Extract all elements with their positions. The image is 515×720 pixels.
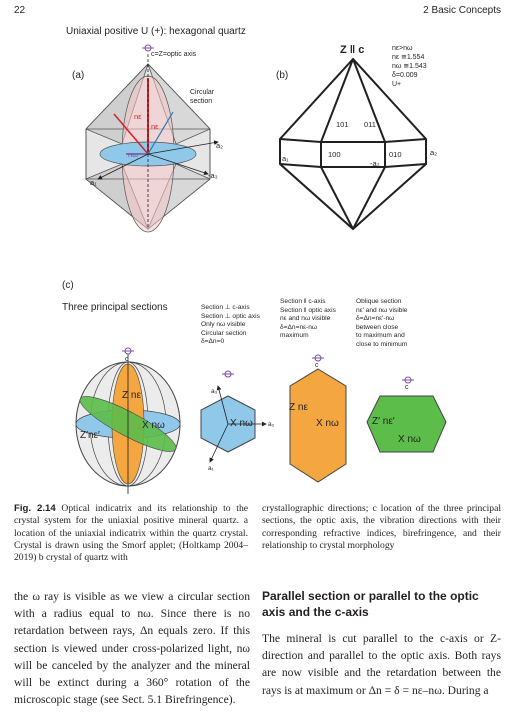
col2-line: Section ‖ optic axis: [280, 306, 336, 314]
panel-a-crystal: [86, 45, 218, 232]
panel-a-ne-label: nε: [134, 112, 142, 121]
panel-c-parallel-z-ne: Z nε: [289, 402, 308, 413]
panel-c-basal-x-no: X nω: [230, 418, 253, 429]
panel-c-zp-ne: Z′nε′: [80, 430, 100, 441]
panel-c-parallel-x-no: X nω: [316, 418, 339, 429]
page-number: 22: [14, 5, 26, 16]
col3-line: between close: [356, 323, 399, 331]
panel-c-heading: Three principal sections: [62, 302, 168, 313]
panel-a-a1: a₁: [90, 178, 97, 187]
panel-a-circular-section: Circular section: [190, 89, 215, 105]
panel-b-a2: a₂: [430, 148, 438, 157]
panel-c-indicatrix: [75, 348, 182, 494]
panel-c-label: (c): [62, 280, 74, 291]
panel-a-label: (a): [72, 70, 85, 81]
panel-b-prop: nε>nω: [392, 45, 413, 52]
panel-b-prop: δ=0.009: [392, 72, 418, 79]
col1-line: δ=Δn=0: [201, 338, 225, 346]
panel-c-a3: a₃: [211, 388, 218, 395]
panel-c-oblique-zp-ne: Z′ nε′: [372, 416, 395, 427]
panel-b-props: [392, 44, 427, 89]
caption-right: crystallographic directions; c location of the three principal sections, the optic axis, the vibration directions with their corresponding refractive indices, birefringence, and their relationship to crystal morphology: [262, 503, 501, 551]
col3-line: to maximum and: [356, 332, 405, 340]
col2-line: Section ‖ c-axis: [280, 298, 326, 305]
col2-line: δ=Δn=nε-nω: [280, 323, 318, 331]
figure-2-14: [58, 24, 498, 494]
panel-b-a1: a₁: [282, 154, 289, 163]
panel-c-oblique-x-no: X nω: [398, 434, 421, 445]
running-head: [14, 5, 501, 19]
col3-line: close to minimum: [356, 340, 408, 348]
col1-line: Section ⊥ c-axis: [201, 304, 250, 311]
panel-b-prop: U+: [392, 81, 402, 88]
caption-text-left: Optical indicatrix and its relationship to the crystal system for the uniaxial positive mineral quartz. a location of the uniaxial indicatrix within the quartz crystal. Crystal is drawn using the Smorf applet; (Holtkamp 2004–2019) b crystal of quartz with: [14, 503, 248, 564]
panel-c-z-ne: Z nε: [122, 390, 141, 401]
panel-c-col2: [280, 298, 336, 341]
panel-a-a3: -a₃: [208, 171, 218, 180]
figure-drawing: [58, 24, 498, 494]
panel-b-axis: Z ‖ c: [340, 44, 365, 56]
chapter-title: 2 Basic Concepts: [423, 5, 501, 16]
panel-a-no-label: nω: [128, 150, 139, 159]
section-heading: Parallel section or parallel to the optic axis and the c-axis: [262, 589, 479, 619]
col2-line: maximum: [280, 332, 309, 340]
panel-a-optic-axis: c=Z=optic axis: [151, 51, 197, 58]
panel-b-a3: -a₃: [370, 159, 380, 168]
col3-line: Oblique section: [356, 298, 402, 305]
panel-b-face-101: 101: [336, 120, 349, 129]
col3-line: δ=Δn=nε′-nω: [356, 315, 395, 323]
panel-c-c-label-1: c: [125, 356, 129, 363]
col1-line: Only nω visible: [201, 321, 246, 329]
body-right-text: The mineral is cut parallel to the c-axis or Z-direction and parallel to the optic axis. Both rays are now visible and the retardation between the rays is at maximum or Δn = δ = nε–nω. During a: [262, 632, 501, 697]
panel-a-a2: a₂: [216, 141, 224, 150]
panel-b-prop: nε ≅1.554: [392, 54, 425, 61]
panel-b-face-100: 100: [328, 150, 341, 159]
col3-line: nε′ and nω visible: [356, 306, 408, 314]
panel-b-label: (b): [276, 70, 289, 81]
col1-line: Section ⊥ optic axis: [201, 312, 260, 320]
panel-a-ne-label-2: nε: [151, 122, 159, 131]
panel-c-basal-section: [201, 371, 266, 462]
panel-c-c-label-3: c: [405, 384, 409, 391]
caption-left: [14, 503, 248, 564]
caption-label: Fig. 2.14: [14, 503, 56, 514]
panel-c-col3: [356, 298, 407, 350]
panel-c-x-no: X nω: [142, 420, 165, 431]
panel-c-c-label-2: c: [315, 362, 319, 369]
figure-title: Uniaxial positive U (+): hexagonal quartz: [66, 26, 246, 37]
panel-c-a1: a₁: [208, 465, 214, 472]
panel-c-col1: [201, 304, 260, 347]
panel-c-a2: a₂: [268, 421, 275, 428]
body-left-column: the ω ray is visible as we view a circular section with a radius equal to nω. Since there is no retardation between rays, Δn equals zero. If this section is viewed under cross-polarized light, nω will be canceled by the analyzer and the mineral will be extinct during a 360° rotation of the microscopic stage (see Sect. 5.1 Birefringence).: [14, 590, 250, 707]
col1-line: Circular section: [201, 329, 247, 337]
panel-b-face-010: 010: [389, 150, 402, 159]
panel-b-prop: nω ≅1.543: [392, 63, 427, 70]
panel-b-face-011: 011: [364, 120, 376, 129]
col2-line: nε and nω visible: [280, 315, 331, 323]
body-right-column: [262, 588, 501, 699]
